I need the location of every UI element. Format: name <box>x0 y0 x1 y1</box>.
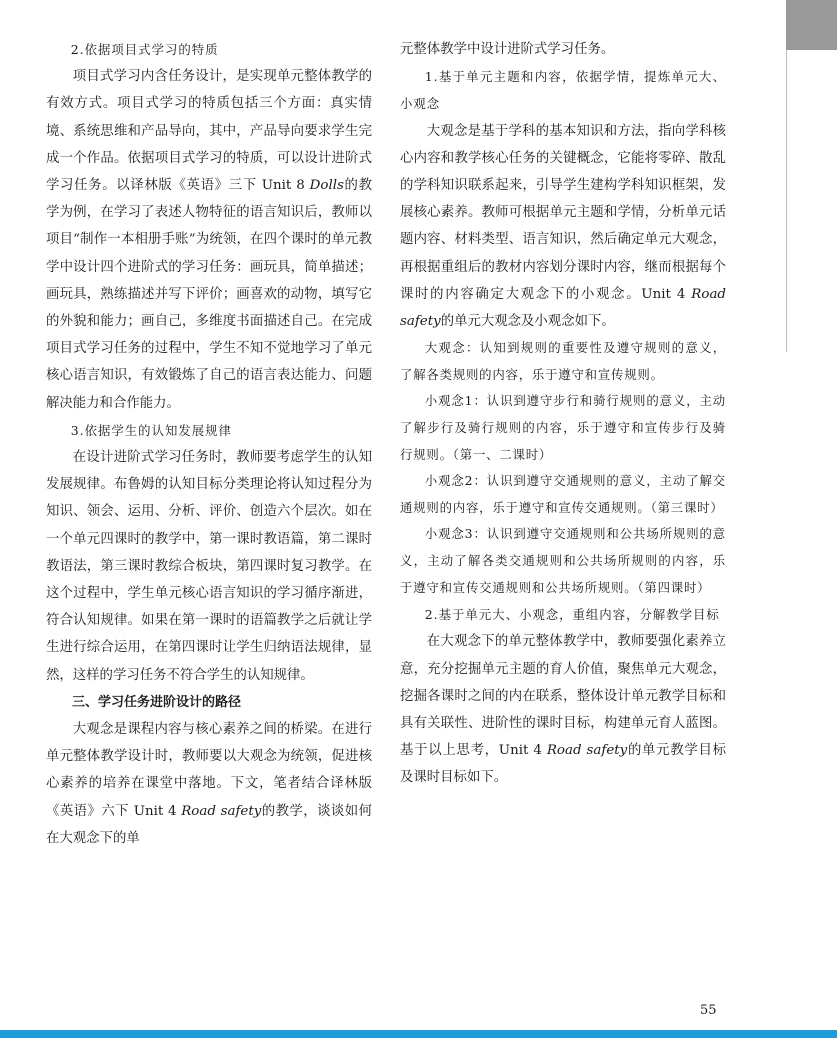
column-rule <box>786 50 787 352</box>
subheading-1: 1.基于单元主题和内容，依据学情，提炼单元大、小观念 <box>400 69 726 112</box>
right-column <box>400 36 726 792</box>
subheading-2: 2.依据项目式学习的特质 <box>70 42 219 57</box>
subheading-2-right: 2.基于单元大、小观念，重组内容，分解教学目标 <box>424 607 720 623</box>
page-number: 55 <box>700 1003 717 1018</box>
paragraph-cognitive-development: 在设计进阶式学习任务时，教师要考虑学生的认知发展规律。布鲁姆的认知目标分类理论将认知过程分为知识、领会、运用、分析、评价、创造六个层次。如在一个单元四课时的教学中，第一课时教语篇，第二课时教语法，第三课时教综合板块，第四课时复习教学。在这个过程中，学生单元核心语言知识的学习循序渐进，符合认知规律。如果在第一课时的语篇教学之后就让学生进行综合运用，在第四课时让学生归纳语法规律，显然，这样的学习任务不符合学生的认知规律。 <box>46 450 372 683</box>
corner-tab <box>786 0 837 50</box>
big-idea-block: 大观念：认知到规则的重要性及遵守规则的意义，了解各类规则的内容，乐于遵守和宣传规则。 <box>400 340 726 382</box>
paragraph-project-learning: 项目式学习内含任务设计，是实现单元整体教学的有效方式。项目式学习的特质包括三个方面：真实情境、系统思维和产品导向，其中，产品导向要求学生完成一个作品。依据项目式学习的特质，可以设计进阶式学习任务。以译林版《英语》三下 Unit 8 Dolls的教学为例，在学习了表述人物特征的语言知识后，教师以项目“制作一本相册手账”为统领，在四个课时的单元教学中设计四个进阶式的学习任务：画玩具，简单描述；画玩具，熟练描述并写下评价；画喜欢的动物，填写它的外貌和能力；画自己，多维度书面描述自己。在完成项目式学习任务的过程中，学生不知不觉地学习了单元核心语言知识，有效锻炼了自己的语言表达能力、问题解决能力和合作能力。 <box>46 69 372 411</box>
paragraph-continuation: 元整体教学中设计进阶式学习任务。 <box>400 42 615 57</box>
small-idea-1-block: 小观念1：认识到遵守步行和骑行规则的意义，主动了解步行及骑行规则的内容，乐于遵守和宣传步行及骑行规则。（第一、二课时） <box>400 393 726 462</box>
subheading-3: 3.依据学生的认知发展规律 <box>70 422 232 438</box>
left-column <box>46 36 372 852</box>
bottom-bar <box>0 1030 837 1038</box>
paragraph-big-idea-bridge: 大观念是课程内容与核心素养之间的桥梁。在进行单元整体教学设计时，教师要以大观念为统领，促进核心素养的培养在课堂中落地。下文，笔者结合译林版《英语》六下 Unit 4 Road safety的教学，谈谈如何在大观念下的单 <box>46 722 372 846</box>
paragraph-objectives: 在大观念下的单元整体教学中，教师要强化素养立意，充分挖掘单元主题的育人价值，聚焦单元大观念，挖掘各课时之间的内在联系，整体设计单元教学目标和具有关联性、进阶性的课时目标，构建单元育人蓝图。基于以上思考，Unit 4 Road safety的单元教学目标及课时目标如下。 <box>400 634 727 786</box>
small-idea-3-block: 小观念3：认识到遵守交通规则和公共场所规则的意义，主动了解各类交通规则和公共场所规则的内容，乐于遵守和宣传交通规则和公共场所规则。（第四课时） <box>400 526 726 595</box>
section-heading-3: 三、学习任务进阶设计的路径 <box>72 694 242 710</box>
small-idea-2-block: 小观念2：认识到遵守交通规则的意义，主动了解交通规则的内容，乐于遵守和宣传交通规则。（第三课时） <box>400 473 726 515</box>
paragraph-big-idea-definition: 大观念是基于学科的基本知识和方法，指向学科核心内容和教学核心任务的关键概念，它能将零碎、散乱的学科知识联系起来，引导学生建构学科知识框架，发展核心素养。教师可根据单元主题和学情，分析单元话题内容、材料类型、语言知识，然后确定单元大观念，再根据重组后的教材内容划分课时内容，继而根据每个课时的内容确定大观念下的小观念。Unit 4 Road safety的单元大观念及小观念如下。 <box>400 123 726 330</box>
